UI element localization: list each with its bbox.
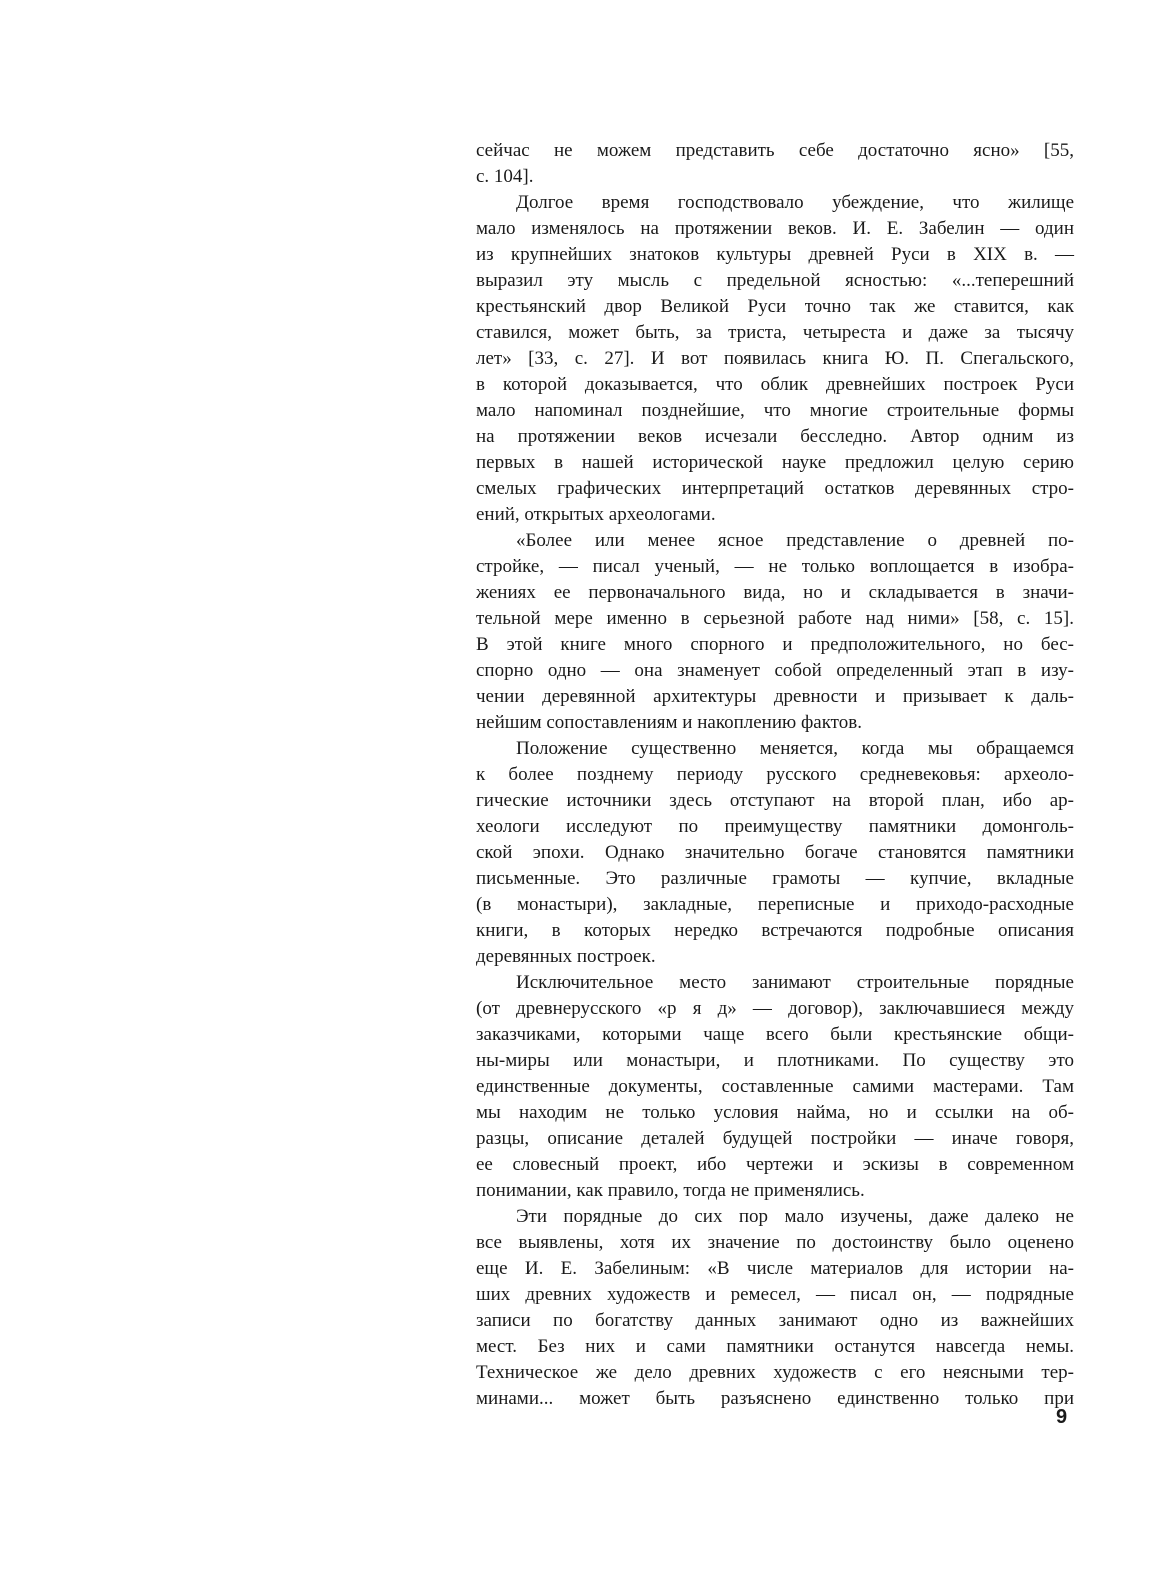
text-line: Долгое время господствовало убеждение, что жилище bbox=[516, 192, 1074, 213]
text-line: к более позднему периоду русского средневековья: археоло- bbox=[476, 764, 1074, 785]
text-line: Положение существенно меняется, когда мы обращаемся bbox=[516, 738, 1074, 759]
text-line: разцы, описание деталей будущей постройки — иначе говоря, bbox=[476, 1128, 1074, 1149]
text-line: записи по богатству данных занимают одно из важнейших bbox=[476, 1310, 1074, 1331]
text-line: сейчас не можем представить себе достаточно ясно» [55, bbox=[476, 140, 1074, 161]
text-line: ставился, может быть, за триста, четыреста и даже за тысячу bbox=[476, 322, 1074, 343]
text-line: книги, в которых нередко встречаются подробные описания bbox=[476, 920, 1074, 941]
text-line: (от древнерусского «р я д» — договор), заключавшиеся между bbox=[476, 998, 1074, 1019]
text-line: мало изменялось на протяжении веков. И. Е. Забелин — один bbox=[476, 218, 1074, 239]
text-line: понимании, как правило, тогда не применялись. bbox=[476, 1180, 865, 1201]
text-line: гические источники здесь отступают на второй план, ибо ар- bbox=[476, 790, 1074, 811]
text-line: жениях ее первоначального вида, но и складывается в значи- bbox=[476, 582, 1074, 603]
text-line: «Более или менее ясное представление о древней по- bbox=[516, 530, 1074, 551]
text-line: заказчиками, которыми чаще всего были крестьянские общи- bbox=[476, 1024, 1074, 1045]
text-line: тельной мере именно в серьезной работе над ними» [58, с. 15]. bbox=[476, 608, 1074, 629]
text-line: еще И. Е. Забелиным: «В числе материалов для истории на- bbox=[476, 1258, 1074, 1279]
text-line: все выявлены, хотя их значение по достоинству было оценено bbox=[476, 1232, 1074, 1253]
text-line: спорно одно — она знаменует собой определенный этап в изу- bbox=[476, 660, 1074, 681]
text-line: ны-миры или монастыри, и плотниками. По существу это bbox=[476, 1050, 1074, 1071]
text-line: письменные. Это различные грамоты — купчие, вкладные bbox=[476, 868, 1074, 889]
page-number: 9 bbox=[1056, 1406, 1068, 1428]
text-line: мест. Без них и сами памятники останутся навсегда немы. bbox=[476, 1336, 1074, 1357]
text-line: ений, открытых археологами. bbox=[476, 504, 716, 525]
text-line: первых в нашей исторической науке предложил целую серию bbox=[476, 452, 1074, 473]
text-line: хеологи исследуют по преимуществу памятники домонголь- bbox=[476, 816, 1074, 837]
text-line: крестьянский двор Великой Руси точно так же ставится, как bbox=[476, 296, 1074, 317]
text-line: с. 104]. bbox=[476, 166, 534, 187]
text-column bbox=[476, 138, 1074, 1412]
text-line: Техническое же дело древних художеств с его неясными тер- bbox=[476, 1362, 1074, 1383]
text-line: ших древних художеств и ремесел, — писал он, — подрядные bbox=[476, 1284, 1074, 1305]
text-line: из крупнейших знатоков культуры древней Руси в XIX в. — bbox=[476, 244, 1074, 265]
text-line: Исключительное место занимают строительные порядные bbox=[516, 972, 1074, 993]
text-line: на протяжении веков исчезали бесследно. Автор одним из bbox=[476, 426, 1074, 447]
text-line: В этой книге много спорного и предположительного, но бес- bbox=[476, 634, 1074, 655]
text-line: Эти порядные до сих пор мало изучены, даже далеко не bbox=[516, 1206, 1074, 1227]
text-line: мы находим не только условия найма, но и ссылки на об- bbox=[476, 1102, 1074, 1123]
text-line: (в монастыри), закладные, переписные и приходо-расходные bbox=[476, 894, 1074, 915]
text-line: ее словесный проект, ибо чертежи и эскизы в современном bbox=[476, 1154, 1074, 1175]
text-line: лет» [33, с. 27]. И вот появилась книга Ю. П. Спегальского, bbox=[476, 348, 1074, 369]
text-line: нейшим сопоставлениям и накоплению фактов. bbox=[476, 712, 862, 733]
text-line: выразил эту мысль с предельной ясностью: «...теперешний bbox=[476, 270, 1074, 291]
text-line: деревянных построек. bbox=[476, 946, 656, 967]
text-line: чении деревянной архитектуры древности и призывает к даль- bbox=[476, 686, 1074, 707]
text-line: стройке, — писал ученый, — не только воплощается в изобра- bbox=[476, 556, 1074, 577]
text-line: ской эпохи. Однако значительно богаче становятся памятники bbox=[476, 842, 1074, 863]
text-line: в которой доказывается, что облик древнейших построек Руси bbox=[476, 374, 1074, 395]
text-line: единственные документы, составленные самими мастерами. Там bbox=[476, 1076, 1074, 1097]
text-line: смелых графических интерпретаций остатков деревянных стро- bbox=[476, 478, 1074, 499]
text-line: минами... может быть разъяснено единственно только при bbox=[476, 1388, 1074, 1409]
text-line: мало напоминал позднейшие, что многие строительные формы bbox=[476, 400, 1074, 421]
